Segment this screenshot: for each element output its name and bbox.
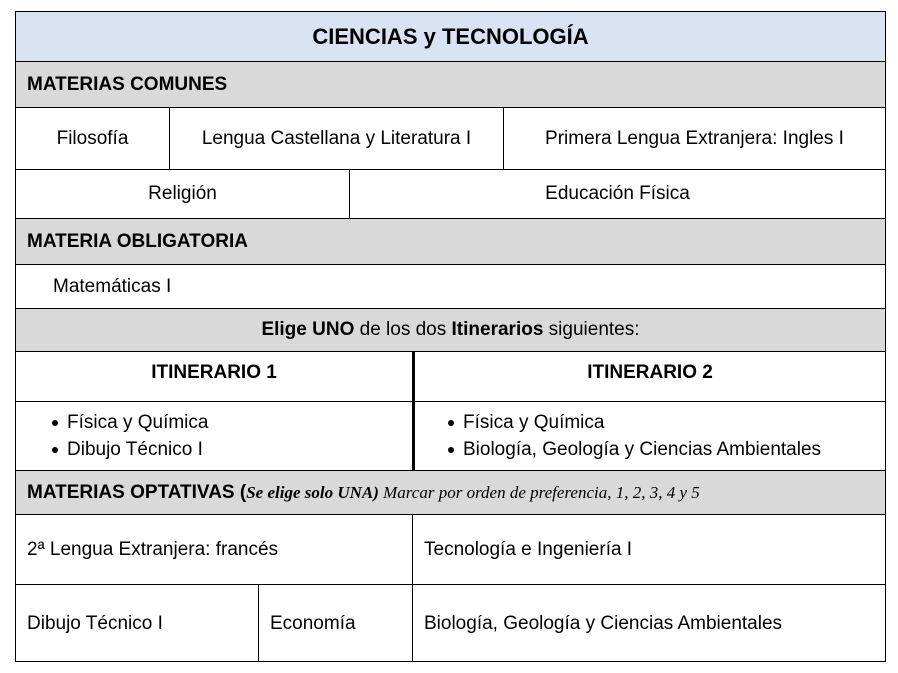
subject-educacion-fisica: Educación Física: [545, 183, 690, 204]
optativa-lengua-extranjera: 2ª Lengua Extranjera: francés: [27, 538, 279, 560]
subject-religion: Religión: [148, 183, 217, 204]
list-item: Dibujo Técnico I: [52, 436, 208, 463]
list-item: Física y Química: [448, 409, 821, 436]
itinerario-1-heading: ITINERARIO 1: [151, 362, 277, 383]
subject-selection-table: [15, 11, 886, 662]
table-title: CIENCIAS y TECNOLOGÍA: [16, 12, 885, 61]
itinerario-1-subjects: [16, 402, 412, 470]
optativa-tecnologia: Tecnología e Ingeniería I: [424, 538, 633, 560]
itinerario-2-heading: ITINERARIO 2: [587, 362, 713, 383]
optativa-biologia: Biología, Geología y Ciencias Ambientales: [424, 612, 783, 634]
optativa-economia: Economía: [270, 612, 356, 634]
subject-lengua-castellana: Lengua Castellana y Literatura I: [201, 127, 472, 149]
list-item: Física y Química: [52, 409, 208, 436]
materias-optativas-heading: MATERIAS OPTATIVAS ( Se elige solo UNA) Marcar por orden de preferencia, 1, 2, 3, 4 y 5: [16, 471, 885, 514]
instruction-choose-one: Elige UNO: [261, 319, 355, 340]
list-item: Biología, Geología y Ciencias Ambientales: [448, 436, 821, 463]
subject-filosofia: Filosofía: [56, 127, 129, 149]
instruction-text-end: siguientes:: [543, 319, 640, 340]
subject-matematicas: Matemáticas I: [53, 275, 172, 297]
itinerary-instruction: [16, 309, 885, 351]
instruction-itinerarios: Itinerarios: [451, 319, 544, 340]
itinerario-2-subjects: [415, 402, 885, 470]
instruction-text: de los dos: [354, 319, 452, 340]
materia-obligatoria-heading: MATERIA OBLIGATORIA: [16, 219, 885, 264]
materias-comunes-heading: MATERIAS COMUNES: [16, 62, 885, 107]
optativa-dibujo-tecnico: Dibujo Técnico I: [27, 612, 163, 634]
subject-primera-lengua-extranjera: Primera Lengua Extranjera: Ingles I: [545, 127, 844, 149]
